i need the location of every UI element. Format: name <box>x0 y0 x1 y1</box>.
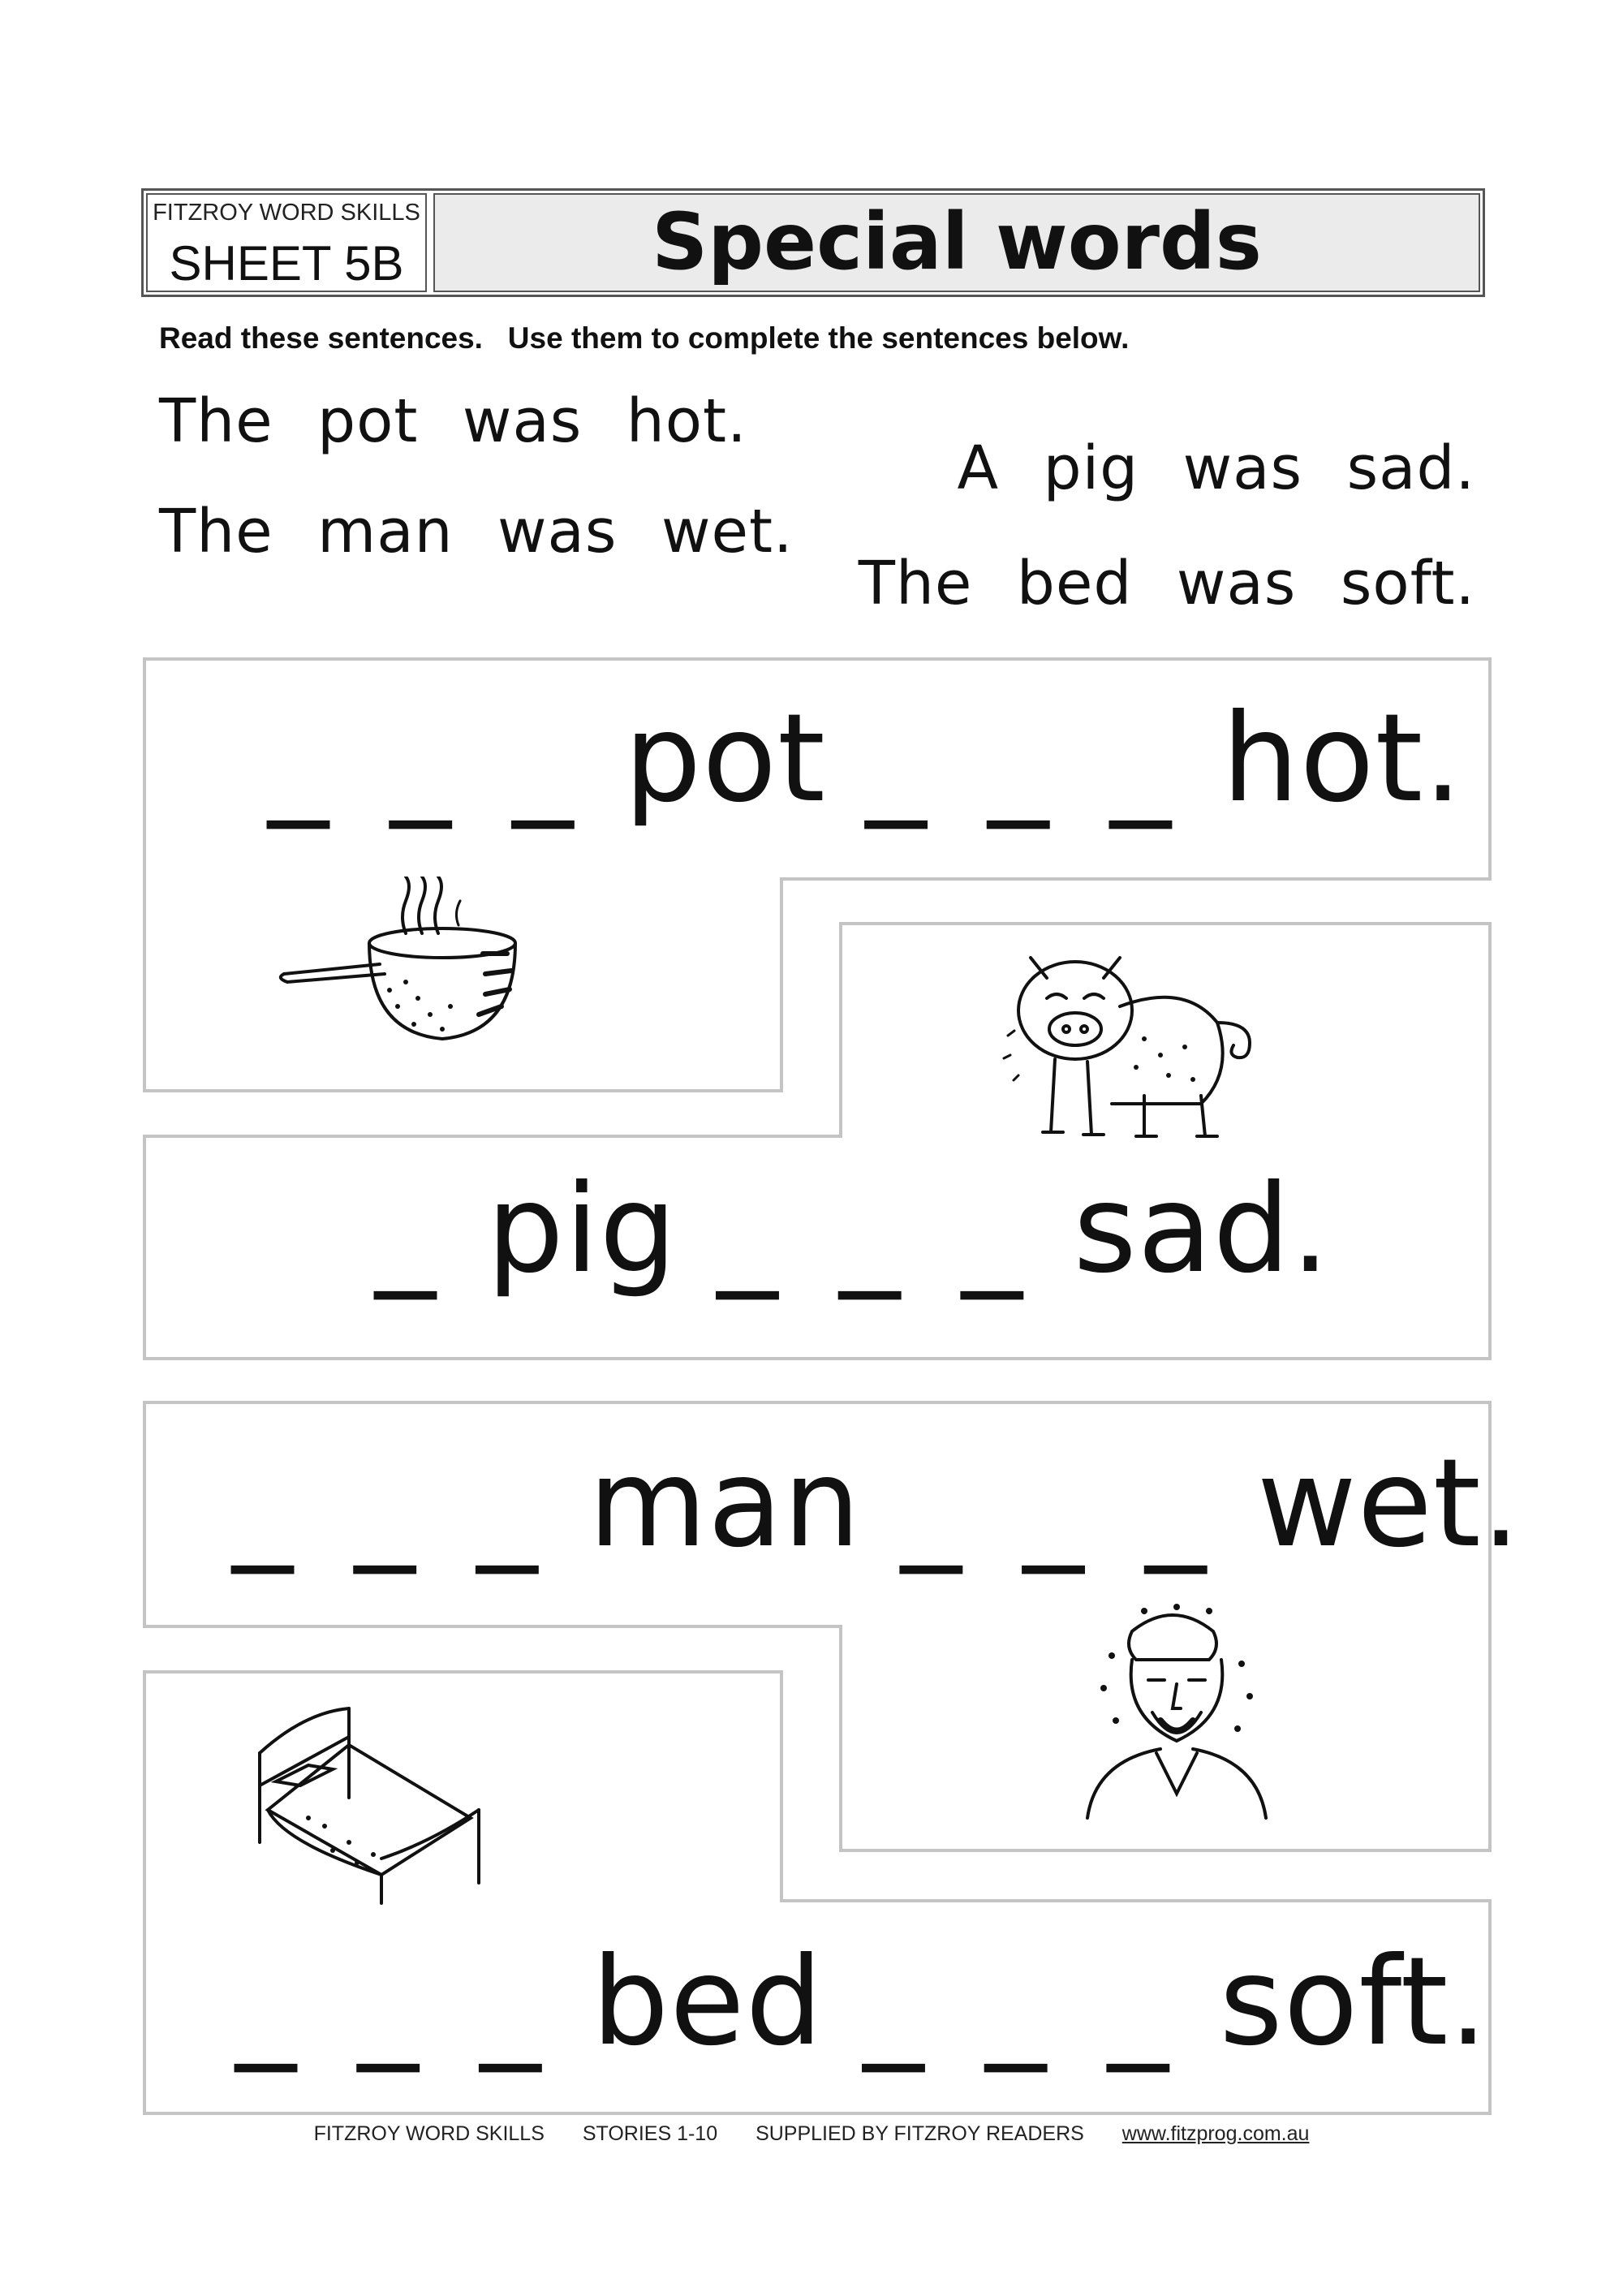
pig-icon <box>998 933 1266 1144</box>
footer-series: FITZROY WORD SKILLS <box>313 2122 545 2145</box>
exercise-man <box>232 1433 1522 1574</box>
instructions: Read these sentences. Use them to complete the sentences below. <box>159 321 1130 355</box>
pot-icon <box>276 877 536 1055</box>
footer-url-link[interactable]: www.fitzprog.com.au <box>1121 2122 1310 2145</box>
exercise-pot <box>268 688 1463 829</box>
model-sentence-pig: A pig was sad. <box>957 433 1475 503</box>
blank-input[interactable]: _ _ _ <box>717 1159 1034 1300</box>
exercise-word: bed <box>592 1932 824 2073</box>
blank-input[interactable]: _ <box>375 1159 447 1300</box>
blank-input[interactable]: _ _ _ <box>235 1932 553 2073</box>
model-sentence-pot: The pot was hot. <box>159 386 747 456</box>
exercise-bed <box>235 1932 1489 2073</box>
blank-input[interactable]: _ _ _ <box>232 1433 549 1574</box>
model-sentence-man: The man was wet. <box>159 497 794 566</box>
footer-supplier: SUPPLIED BY FITZROY READERS <box>756 2122 1084 2145</box>
man-icon <box>1055 1591 1298 1826</box>
exercise-word: man <box>588 1433 862 1574</box>
exercise-word: hot. <box>1221 688 1463 829</box>
exercise-word: pig <box>486 1159 678 1300</box>
blank-input[interactable]: _ _ _ <box>865 688 1182 829</box>
series-label: FITZROY WORD SKILLS <box>153 200 420 226</box>
blank-input[interactable]: _ _ _ <box>268 688 585 829</box>
exercise-word: wet. <box>1256 1433 1522 1574</box>
bed-icon <box>243 1704 503 1907</box>
exercise-word: sad. <box>1073 1159 1331 1300</box>
blank-input[interactable]: _ _ _ <box>900 1433 1218 1574</box>
page-title: Special words <box>652 196 1262 287</box>
footer-stories: STORIES 1-10 <box>582 2122 718 2145</box>
footer <box>0 2122 1623 2146</box>
blank-input[interactable]: _ _ _ <box>863 1932 1180 2073</box>
exercise-word: pot <box>624 688 826 829</box>
sheet-number: SHEET 5B <box>169 236 404 291</box>
exercise-word: soft. <box>1219 1932 1489 2073</box>
exercise-pig <box>375 1159 1331 1300</box>
model-sentence-bed: The bed was soft. <box>858 549 1475 618</box>
